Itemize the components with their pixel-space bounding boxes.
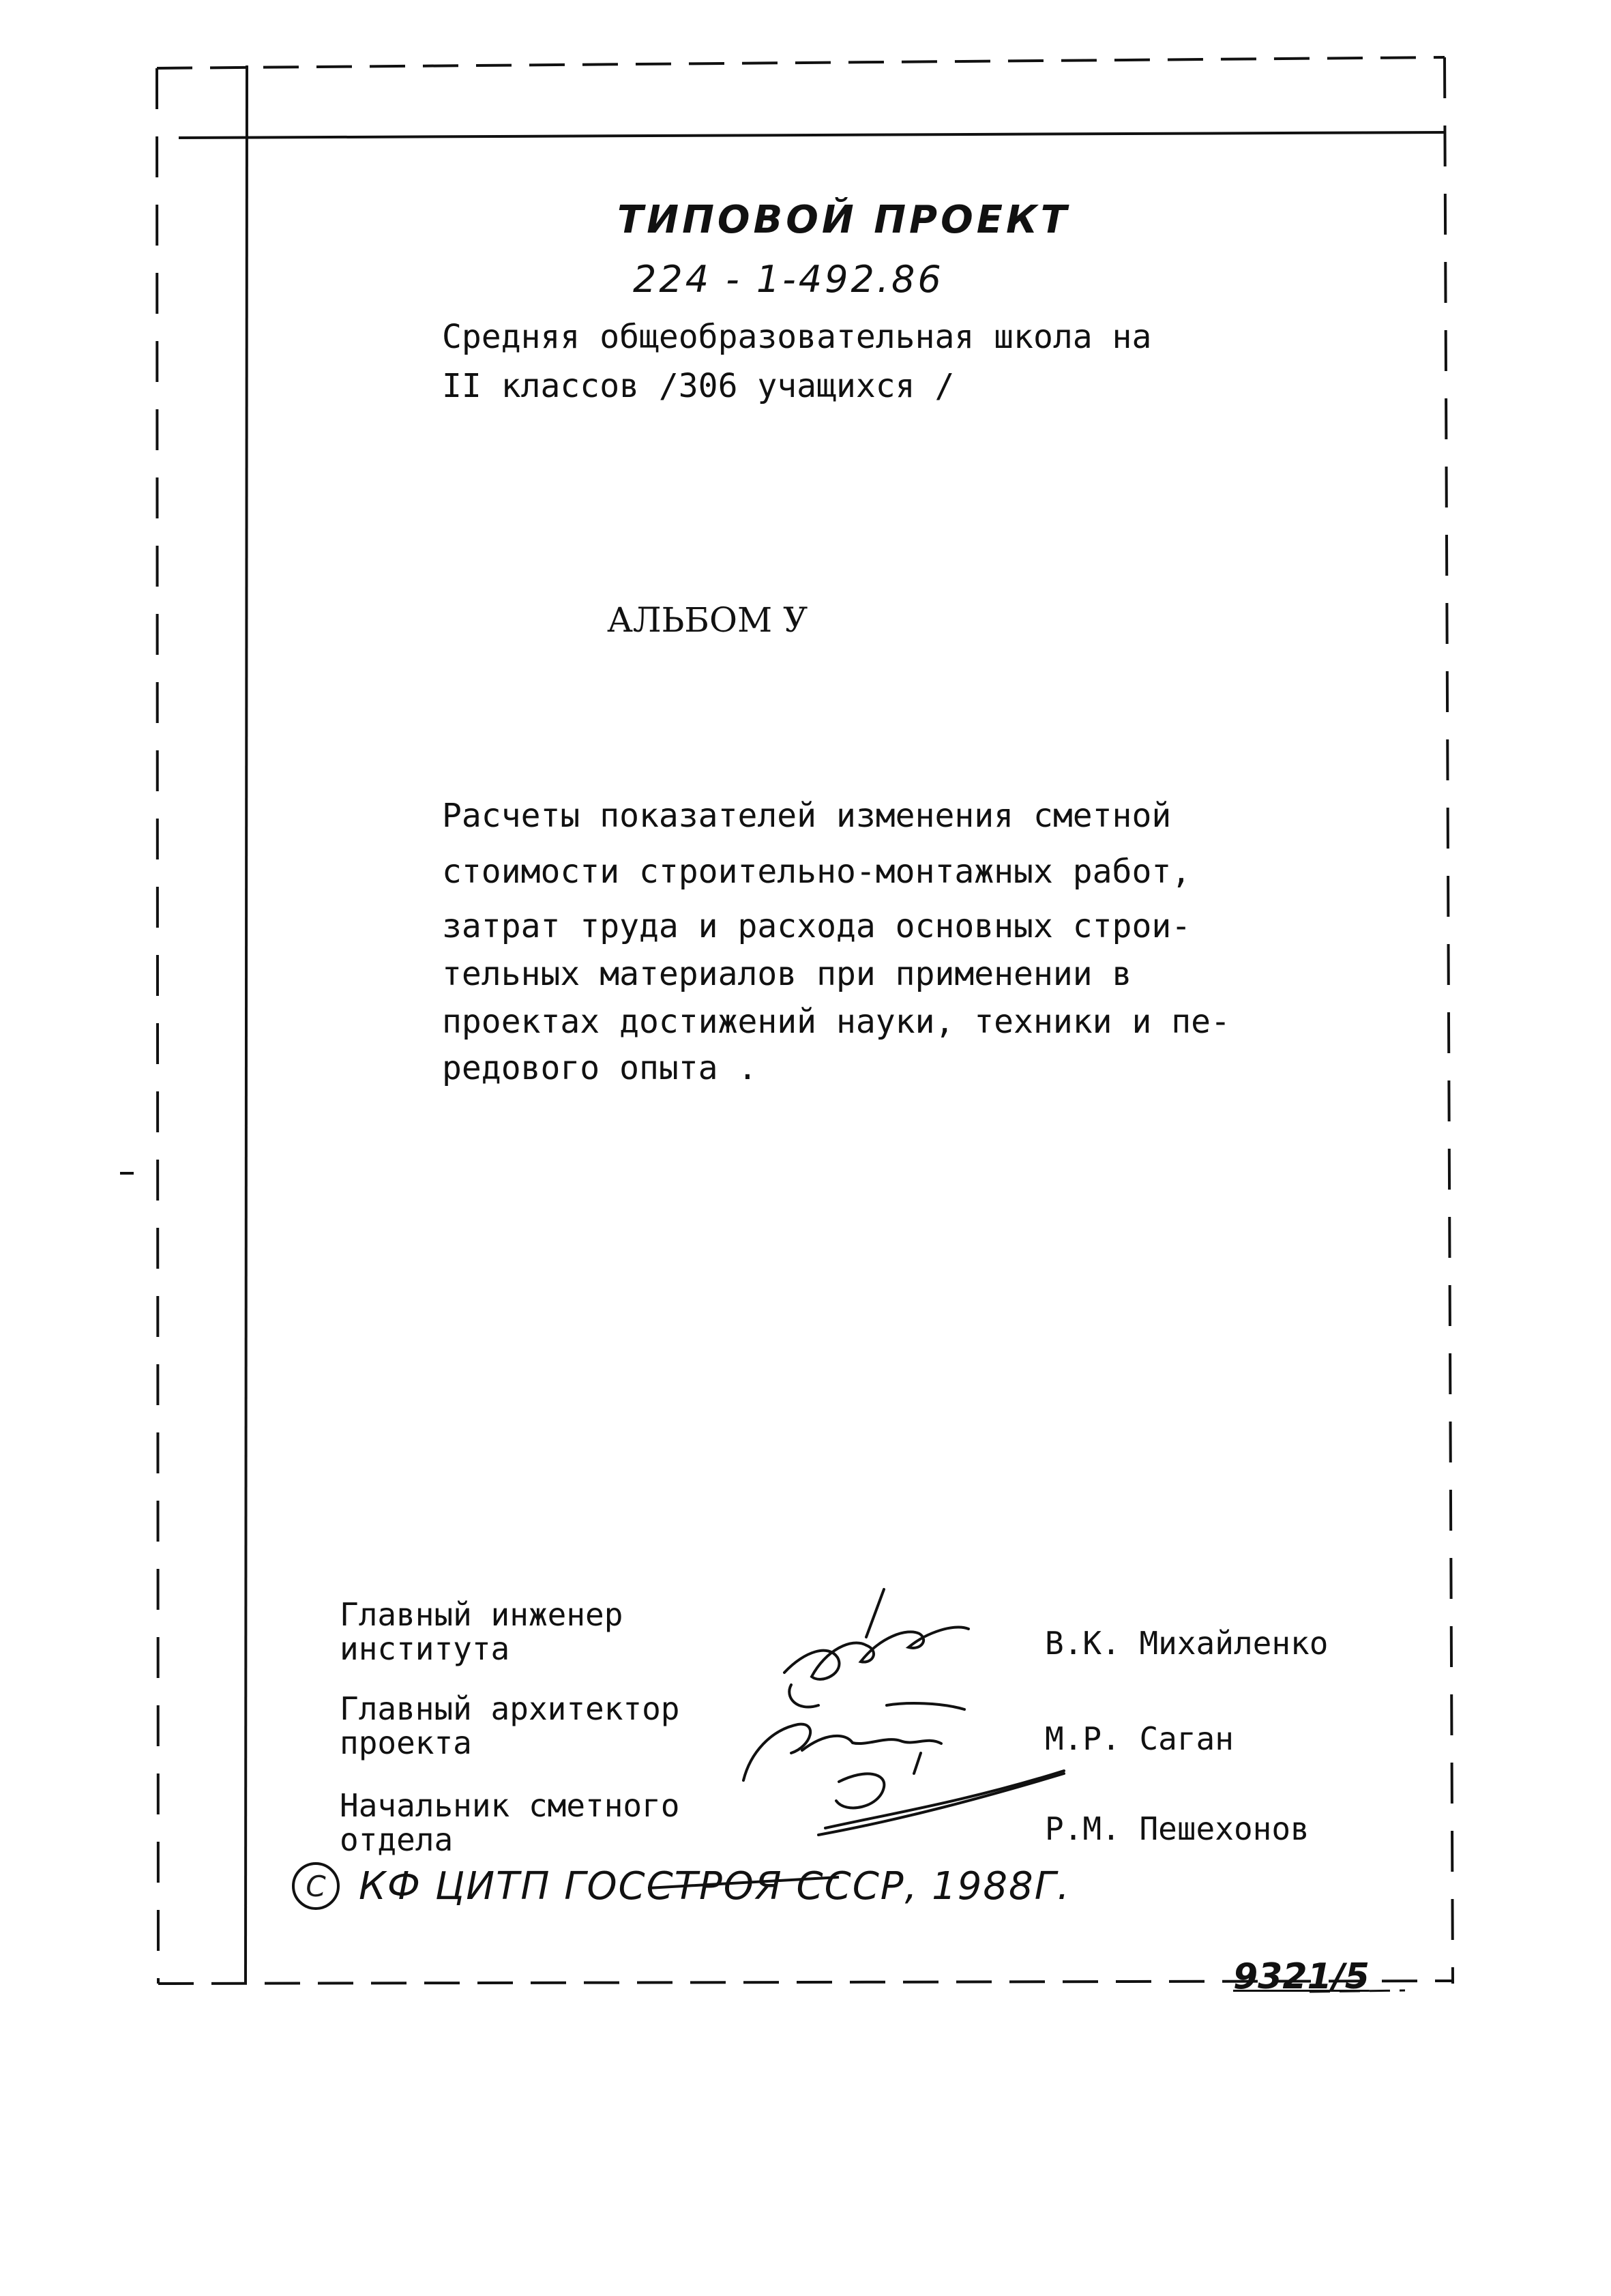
signature-mikhailenko: [784, 1589, 969, 1707]
copyright-text: КФ ЦИТП ГОССТРОЯ СССР, 1988Г.: [359, 1864, 1071, 1909]
frame-right-dashed-line: [1445, 57, 1453, 1984]
project-title-line-2: II классов /306 учащихся /: [442, 367, 955, 405]
signatory-role: [340, 1598, 623, 1666]
signatory-role: [340, 1692, 680, 1760]
signatory-role-line-2: проекта: [340, 1724, 472, 1761]
sheet-number: 9321/5: [1233, 1956, 1370, 1997]
description-line: редового опыта .: [442, 1049, 758, 1087]
album-label: АЛЬБОМ У: [607, 600, 808, 640]
signatory-role-line-1: Главный инженер: [340, 1596, 623, 1633]
project-title-line-1: Средняя общеобразовательная школа на: [442, 318, 1152, 356]
description-line: затрат труда и расхода основных строи-: [442, 907, 1192, 945]
signatory-role-line-2: отдела: [340, 1821, 454, 1858]
description-line: Расчеты показателей изменения сметной: [442, 797, 1172, 835]
frame-inner-top-line: [179, 132, 1445, 138]
description-line: тельных материалов при применении в: [442, 955, 1132, 993]
document-type: ТИПОВОЙ ПРОЕКТ: [617, 198, 1070, 242]
signatory-name: Р.М. Пешехонов: [1045, 1810, 1310, 1847]
description-line: проектах достижений науки, техники и пе-: [442, 1003, 1230, 1041]
signatory-role: [340, 1789, 680, 1857]
frame-top-dashed-line: [157, 57, 1445, 68]
description-line: стоимости строительно-монтажных работ,: [442, 853, 1192, 891]
document-number: 224 - 1-492.86: [633, 258, 944, 301]
signatory-role-line-1: Начальник сметного: [340, 1787, 680, 1824]
signatory-role-line-2: института: [340, 1630, 510, 1667]
frame-left-dashed-line: [157, 68, 158, 1984]
signatory-role-line-1: Главный архитектор: [340, 1690, 680, 1727]
signatory-name: М.Р. Саган: [1045, 1720, 1234, 1757]
signature-sagan: [743, 1703, 964, 1780]
copyright-icon: С: [292, 1862, 340, 1910]
signature-peshekhonov: [818, 1771, 1064, 1835]
signatory-name: В.К. Михайленко: [1045, 1625, 1329, 1662]
copyright-notice: [292, 1855, 1071, 1917]
frame-inner-left-line: [246, 65, 247, 1984]
